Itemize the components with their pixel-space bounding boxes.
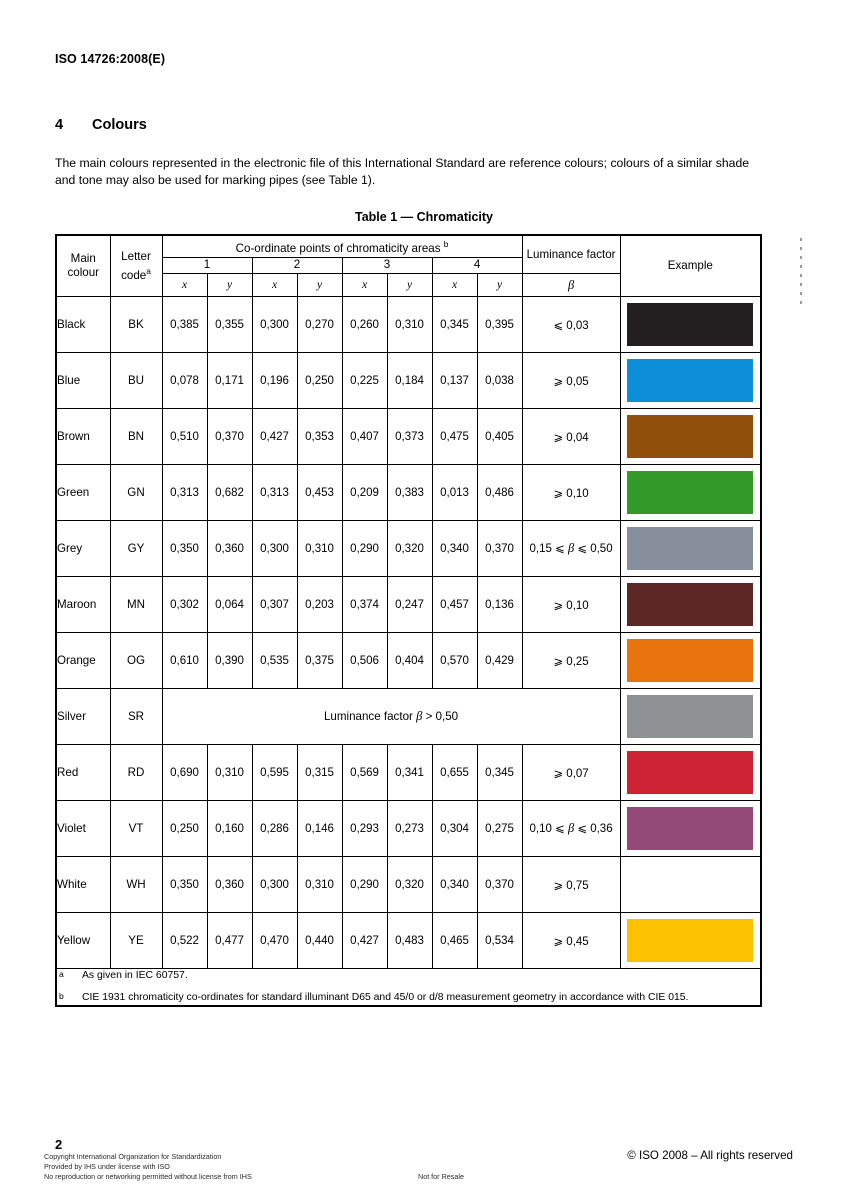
cell-luminance-note [162, 689, 620, 745]
cell-y1: 0,171 [207, 353, 252, 409]
cell-x1: 0,313 [162, 465, 207, 521]
cell-x4: 0,457 [432, 577, 477, 633]
cell-x3: 0,293 [342, 801, 387, 857]
cell-y4: 0,136 [477, 577, 522, 633]
luminance-lower-bound: 0,10 ⩽ [529, 823, 568, 835]
black-swatch [627, 303, 753, 346]
cell-x3: 0,290 [342, 521, 387, 577]
cell-y1: 0,310 [207, 745, 252, 801]
cell-y3: 0,184 [387, 353, 432, 409]
brown-swatch [627, 415, 753, 458]
chromaticity-table [55, 234, 762, 1007]
cell-letter-code: OG [110, 633, 162, 689]
clause-title: Colours [92, 117, 147, 133]
cell-colour-name: Maroon [56, 577, 110, 633]
th-x-1: x [162, 274, 207, 297]
cell-example [620, 913, 761, 969]
cell-x4: 0,304 [432, 801, 477, 857]
ihs-line-1: Copyright International Organization for Standardization [44, 1152, 222, 1161]
maroon-swatch [627, 583, 753, 626]
ihs-line-2: Provided by IHS under license with ISO [44, 1162, 170, 1172]
th-y-3: y [387, 274, 432, 297]
grey-swatch [627, 527, 753, 570]
cell-letter-code: SR [110, 689, 162, 745]
cell-y1: 0,370 [207, 409, 252, 465]
table-row [56, 913, 761, 969]
cell-x4: 0,570 [432, 633, 477, 689]
th-y-1: y [207, 274, 252, 297]
cell-y3: 0,247 [387, 577, 432, 633]
cell-colour-name: Brown [56, 409, 110, 465]
cell-y3: 0,273 [387, 801, 432, 857]
cell-x1: 0,522 [162, 913, 207, 969]
luminance-beta: β [567, 821, 575, 835]
intro-paragraph: The main colours represented in the electronic file of this International Standard are reference colours; colours of a similar shade and tone may also be used for marking pipes (see Table 1). [55, 156, 749, 187]
cell-y1: 0,355 [207, 297, 252, 353]
footnote-b [57, 991, 760, 1006]
cell-y2: 0,146 [297, 801, 342, 857]
th-luminance-factor: Luminance factor [522, 235, 620, 274]
cell-x4: 0,137 [432, 353, 477, 409]
cell-y1: 0,360 [207, 857, 252, 913]
footnote-a-marker: a [59, 969, 64, 979]
th-y-4: y [477, 274, 522, 297]
cell-x1: 0,350 [162, 521, 207, 577]
footnote-a-text: As given in IEC 60757. [82, 970, 188, 981]
cell-letter-code: BK [110, 297, 162, 353]
cell-y4: 0,370 [477, 857, 522, 913]
orange-swatch [627, 639, 753, 682]
cell-colour-name: Orange [56, 633, 110, 689]
cell-letter-code: BN [110, 409, 162, 465]
cell-y3: 0,404 [387, 633, 432, 689]
cell-y1: 0,360 [207, 521, 252, 577]
cell-x3: 0,427 [342, 913, 387, 969]
table-row [56, 633, 761, 689]
cell-x2: 0,196 [252, 353, 297, 409]
cell-x4: 0,465 [432, 913, 477, 969]
cell-example [620, 353, 761, 409]
clause-heading [55, 117, 147, 133]
cell-luminance-factor [522, 801, 620, 857]
cell-letter-code: MN [110, 577, 162, 633]
luminance-lower-bound: 0,15 ⩽ [529, 543, 568, 555]
cell-y4: 0,038 [477, 353, 522, 409]
cell-y3: 0,341 [387, 745, 432, 801]
cell-y3: 0,483 [387, 913, 432, 969]
th-example: Example [620, 235, 761, 297]
th-letter-code-footnote-marker: a [146, 265, 151, 276]
table-row [56, 801, 761, 857]
table-foot [56, 969, 761, 1007]
cell-example [620, 745, 761, 801]
cell-y2: 0,353 [297, 409, 342, 465]
margin-tick-marks [800, 238, 802, 310]
cell-x3: 0,209 [342, 465, 387, 521]
cell-x1: 0,250 [162, 801, 207, 857]
th-letter-code [110, 235, 162, 297]
cell-x2: 0,300 [252, 297, 297, 353]
table-row [56, 745, 761, 801]
header-row-1 [56, 235, 761, 257]
blue-swatch [627, 359, 753, 402]
cell-y1: 0,682 [207, 465, 252, 521]
cell-example [620, 577, 761, 633]
cell-x4: 0,340 [432, 857, 477, 913]
cell-y4: 0,395 [477, 297, 522, 353]
luminance-upper-bound: ⩽ 0,50 [574, 543, 613, 555]
cell-letter-code: GN [110, 465, 162, 521]
luminance-upper-bound: ⩽ 0,36 [574, 823, 613, 835]
cell-x1: 0,078 [162, 353, 207, 409]
table-row [56, 465, 761, 521]
table-row [56, 409, 761, 465]
cell-y4: 0,345 [477, 745, 522, 801]
cell-luminance-factor: ⩾ 0,10 [522, 577, 620, 633]
cell-luminance-factor: ⩾ 0,10 [522, 465, 620, 521]
not-for-resale-label: Not for Resale [418, 1172, 464, 1181]
cell-x2: 0,307 [252, 577, 297, 633]
cell-colour-name: Violet [56, 801, 110, 857]
cell-example [620, 801, 761, 857]
th-point-3: 3 [342, 257, 432, 273]
cell-y1: 0,160 [207, 801, 252, 857]
table-row [56, 353, 761, 409]
cell-colour-name: Black [56, 297, 110, 353]
cell-y4: 0,429 [477, 633, 522, 689]
th-point-2: 2 [252, 257, 342, 273]
cell-x3: 0,407 [342, 409, 387, 465]
cell-x4: 0,475 [432, 409, 477, 465]
th-point-1: 1 [162, 257, 252, 273]
cell-x1: 0,610 [162, 633, 207, 689]
table-head [56, 235, 761, 297]
cell-x2: 0,313 [252, 465, 297, 521]
cell-y4: 0,486 [477, 465, 522, 521]
cell-x2: 0,300 [252, 521, 297, 577]
cell-example [620, 633, 761, 689]
cell-colour-name: Yellow [56, 913, 110, 969]
cell-x4: 0,340 [432, 521, 477, 577]
cell-example [620, 465, 761, 521]
cell-x3: 0,290 [342, 857, 387, 913]
th-x-4: x [432, 274, 477, 297]
cell-example [620, 689, 761, 745]
cell-x4: 0,013 [432, 465, 477, 521]
ihs-license-block [44, 1152, 252, 1183]
cell-luminance-factor: ⩾ 0,05 [522, 353, 620, 409]
cell-luminance-factor [522, 521, 620, 577]
red-swatch [627, 751, 753, 794]
page-number: 2 [55, 1137, 63, 1152]
white-swatch [627, 863, 753, 906]
cell-y4: 0,405 [477, 409, 522, 465]
cell-y3: 0,310 [387, 297, 432, 353]
th-coordinate-points-label: Co-ordinate points of chromaticity areas [235, 241, 441, 255]
cell-x3: 0,225 [342, 353, 387, 409]
cell-example [620, 521, 761, 577]
violet-swatch [627, 807, 753, 850]
cell-x2: 0,427 [252, 409, 297, 465]
cell-y2: 0,203 [297, 577, 342, 633]
cell-luminance-factor: ⩾ 0,04 [522, 409, 620, 465]
cell-x1: 0,690 [162, 745, 207, 801]
cell-luminance-factor: ⩾ 0,25 [522, 633, 620, 689]
th-x-2: x [252, 274, 297, 297]
th-x-3: x [342, 274, 387, 297]
cell-y1: 0,477 [207, 913, 252, 969]
cell-colour-name: Blue [56, 353, 110, 409]
cell-example [620, 857, 761, 913]
cell-y3: 0,320 [387, 521, 432, 577]
th-main-colour: Main colour [56, 235, 110, 297]
ihs-line-3: No reproduction or networking permitted without license from IHS [44, 1172, 252, 1182]
cell-letter-code: VT [110, 801, 162, 857]
cell-x2: 0,535 [252, 633, 297, 689]
document-header: ISO 14726:2008(E) [55, 52, 166, 66]
footnote-b-marker: b [59, 990, 64, 1001]
yellow-swatch [627, 919, 753, 962]
cell-y1: 0,064 [207, 577, 252, 633]
cell-colour-name: Green [56, 465, 110, 521]
cell-colour-name: Grey [56, 521, 110, 577]
cell-x2: 0,286 [252, 801, 297, 857]
cell-x1: 0,510 [162, 409, 207, 465]
table-row [56, 689, 761, 745]
cell-colour-name: Silver [56, 689, 110, 745]
luminance-beta: β [567, 541, 575, 555]
th-coordinate-points [162, 235, 522, 257]
cell-y4: 0,370 [477, 521, 522, 577]
table-caption: Table 1 — Chromaticity [355, 210, 493, 224]
footnote-b-text: CIE 1931 chromaticity co-ordinates for standard illuminant D65 and 45/0 or d/8 measurement geometry in accordance with CIE 015. [82, 991, 689, 1003]
table-row [56, 857, 761, 913]
cell-luminance-factor: ⩾ 0,45 [522, 913, 620, 969]
cell-y4: 0,534 [477, 913, 522, 969]
cell-y3: 0,383 [387, 465, 432, 521]
cell-x3: 0,506 [342, 633, 387, 689]
silver-swatch [627, 695, 753, 738]
cell-y3: 0,320 [387, 857, 432, 913]
cell-x3: 0,374 [342, 577, 387, 633]
copyright-notice: © ISO 2008 – All rights reserved [627, 1149, 793, 1162]
cell-letter-code: BU [110, 353, 162, 409]
cell-x3: 0,260 [342, 297, 387, 353]
cell-y4: 0,275 [477, 801, 522, 857]
th-coordinate-points-footnote-marker: b [443, 238, 449, 249]
cell-y2: 0,440 [297, 913, 342, 969]
table-row [56, 297, 761, 353]
luminance-note-beta: β [416, 709, 423, 723]
cell-y2: 0,375 [297, 633, 342, 689]
cell-x1: 0,385 [162, 297, 207, 353]
cell-luminance-factor: ⩽ 0,03 [522, 297, 620, 353]
green-swatch [627, 471, 753, 514]
cell-colour-name: Red [56, 745, 110, 801]
cell-letter-code: WH [110, 857, 162, 913]
footnote-a [57, 969, 760, 984]
cell-x2: 0,470 [252, 913, 297, 969]
cell-example [620, 297, 761, 353]
th-point-4: 4 [432, 257, 522, 273]
chromaticity-table-wrapper [55, 234, 749, 1007]
footnotes-row [56, 969, 761, 1007]
cell-y2: 0,310 [297, 521, 342, 577]
cell-letter-code: YE [110, 913, 162, 969]
footnotes-cell [56, 969, 761, 1007]
th-letter-code-label: Letter code [121, 249, 151, 282]
luminance-note-pre: Luminance factor [323, 710, 417, 723]
cell-y2: 0,270 [297, 297, 342, 353]
cell-x4: 0,655 [432, 745, 477, 801]
cell-y3: 0,373 [387, 409, 432, 465]
table-row [56, 577, 761, 633]
table-body [56, 297, 761, 969]
cell-y2: 0,310 [297, 857, 342, 913]
cell-luminance-factor: ⩾ 0,07 [522, 745, 620, 801]
cell-x2: 0,595 [252, 745, 297, 801]
cell-letter-code: RD [110, 745, 162, 801]
cell-example [620, 409, 761, 465]
th-y-2: y [297, 274, 342, 297]
th-beta-symbol: β [522, 274, 620, 297]
cell-letter-code: GY [110, 521, 162, 577]
clause-number: 4 [55, 117, 64, 133]
cell-y2: 0,453 [297, 465, 342, 521]
cell-y1: 0,390 [207, 633, 252, 689]
cell-y2: 0,315 [297, 745, 342, 801]
luminance-note-post: > 0,50 [422, 710, 459, 723]
cell-luminance-factor: ⩾ 0,75 [522, 857, 620, 913]
cell-x3: 0,569 [342, 745, 387, 801]
cell-colour-name: White [56, 857, 110, 913]
cell-x2: 0,300 [252, 857, 297, 913]
table-row [56, 521, 761, 577]
cell-x1: 0,350 [162, 857, 207, 913]
cell-x4: 0,345 [432, 297, 477, 353]
cell-x1: 0,302 [162, 577, 207, 633]
cell-y2: 0,250 [297, 353, 342, 409]
